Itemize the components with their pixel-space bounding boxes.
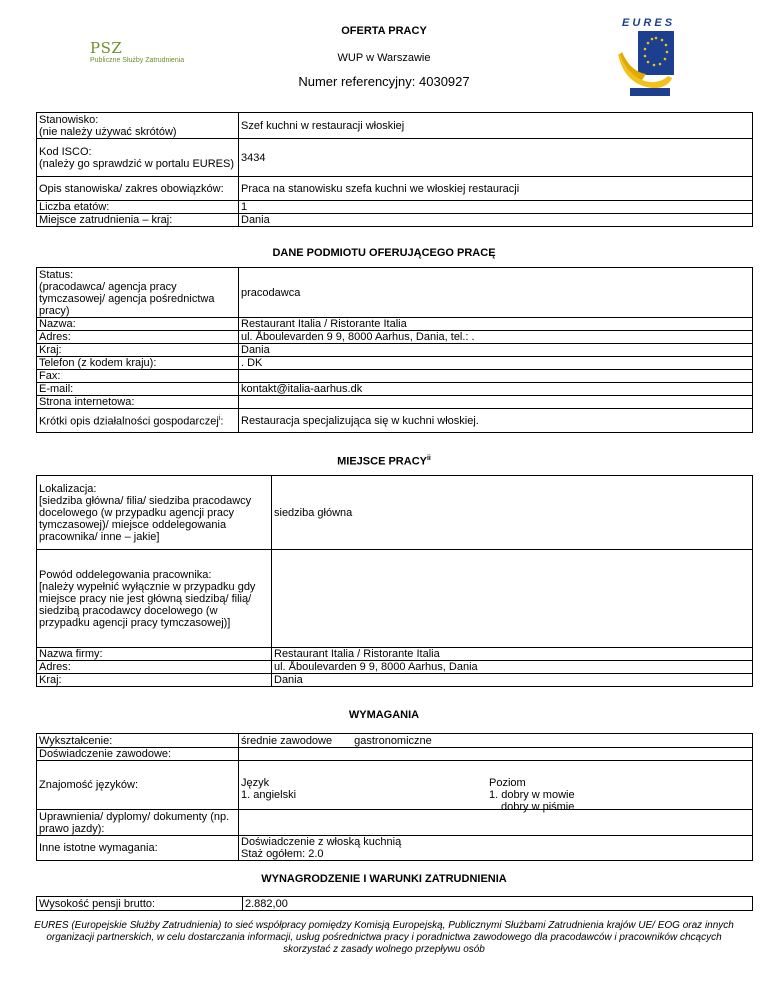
activity-label-colon: :	[220, 415, 224, 428]
eures-logo-text: E U R E S	[621, 17, 673, 29]
psz-logo	[90, 40, 200, 70]
status-value: pracodawca	[239, 268, 753, 318]
languages-value	[239, 761, 753, 813]
employer-fax-label: Fax:	[37, 370, 239, 383]
language-header: Język	[241, 777, 270, 789]
employer-address-value: ul. Åboulevarden 9 9, 8000 Aarhus, Dania, tel.: .	[239, 331, 753, 344]
workplace-company-label: Nazwa firmy:	[37, 648, 272, 661]
workplace-address-label: Adres:	[37, 661, 272, 674]
employer-activity-label	[37, 409, 239, 433]
location-label: Lokalizacja: [siedziba główna/ filia/ siedziba pracodawcy docelowego (w przypadku agencji pracy tymczasowej)/ miejsce oddelegowania pracownika/ inne – jakie]	[37, 476, 272, 550]
employer-phone-value: . DK	[239, 357, 753, 370]
other-requirement-2: Staż ogółem: 2.0	[241, 848, 324, 860]
eures-emblem-icon	[612, 14, 682, 104]
licenses-label: Uprawnienia/ dyplomy/ dokumenty (np. prawo jazdy):	[37, 810, 239, 836]
employer-phone-label: Telefon (z kodem kraju):	[37, 357, 239, 370]
position-value: Szef kuchni w restauracji włoskiej	[239, 113, 753, 139]
experience-label: Doświadczenie zawodowe:	[37, 748, 239, 761]
duties-label: Opis stanowiska/ zakres obowiązków:	[37, 177, 239, 201]
education-label: Wykształcenie:	[37, 734, 239, 748]
offer-title: OFERTA PRACY	[341, 25, 427, 37]
employer-email-label: E-mail:	[37, 383, 239, 396]
level-item-1: 1. dobry w mowie	[489, 789, 575, 801]
education-level: średnie zawodowe	[241, 734, 333, 747]
employer-name-value: Restaurant Italia / Ristorante Italia	[239, 318, 753, 331]
eures-footer-note: EURES (Europejskie Służby Zatrudnienia) to sieć współpracy pomiędzy Komisją Europejską, Publicznymi Służbami Zatrudnienia krajów UE/ EOG oraz innych organizacji partnerskich, w celu dostarczania informacji, usług pośrednictwa pracy i poradnictwa zawodowego dla pracodawców i pracowników chcących skorzystać z zasady wolnego przepływu osób	[34, 920, 734, 955]
employer-fax-value	[239, 370, 753, 383]
licenses-value	[239, 810, 753, 836]
office-name: WUP w Warszawie	[337, 52, 431, 64]
isco-value: 3434	[239, 139, 753, 177]
education-value	[239, 734, 753, 748]
job-table	[36, 112, 753, 227]
requirements-section-title: WYMAGANIA	[348, 709, 420, 721]
workplace-footnote-mark: ii	[426, 455, 431, 462]
country-label: Miejsce zatrudnienia – kraj:	[37, 214, 239, 227]
level-item-2: dobry w piśmie	[501, 801, 575, 813]
psz-logo-subtitle: Publiczne Służby Zatrudnienia	[90, 57, 185, 64]
requirements-table	[36, 733, 753, 861]
workplace-address-value: ul. Åboulevarden 9 9, 8000 Aarhus, Dania	[272, 661, 753, 674]
duties-value: Praca na stanowisku szefa kuchni we włoskiej restauracji	[239, 177, 753, 201]
experience-value	[239, 748, 753, 761]
psz-logo-text: PSZ	[90, 39, 123, 57]
level-header: Poziom	[489, 777, 526, 789]
workplace-country-value: Dania	[272, 674, 753, 687]
employer-country-value: Dania	[239, 344, 753, 357]
salary-table	[36, 896, 753, 911]
employer-table	[36, 267, 753, 433]
other-requirement-1: Doświadczenie z włoską kuchnią	[241, 836, 402, 848]
reference-number: Numer referencyjny: 4030927	[298, 74, 470, 89]
employer-email-value: kontakt@italia-aarhus.dk	[239, 383, 753, 396]
activity-footnote-mark: i	[218, 415, 221, 423]
count-value: 1	[239, 201, 753, 214]
position-label: Stanowisko: (nie należy używać skrótów)	[37, 113, 239, 139]
isco-label: Kod ISCO: (należy go sprawdzić w portalu EURES)	[37, 139, 239, 177]
salary-value: 2.882,00	[243, 897, 753, 911]
employer-www-value	[239, 396, 753, 409]
country-value: Dania	[239, 214, 753, 227]
workplace-table	[36, 475, 753, 687]
languages-label: Znajomość języków:	[37, 761, 239, 810]
salary-label: Wysokość pensji brutto:	[37, 897, 243, 911]
reason-value	[272, 550, 753, 648]
language-column	[241, 777, 481, 801]
other-requirements-value	[239, 836, 753, 861]
status-label: Status: (pracodawca/ agencja pracy tymczasowej/ agencja pośrednictwa pracy)	[37, 268, 239, 318]
employer-name-label: Nazwa:	[37, 318, 239, 331]
employer-section-title: DANE PODMIOTU OFERUJĄCEGO PRACĘ	[272, 247, 496, 259]
workplace-company-value: Restaurant Italia / Ristorante Italia	[272, 648, 753, 661]
workplace-section-title	[0, 455, 768, 468]
level-column	[489, 777, 689, 813]
education-field: gastronomiczne	[354, 734, 432, 747]
activity-label-text: Krótki opis działalności gospodarczej	[39, 415, 219, 428]
employer-address-label: Adres:	[37, 331, 239, 344]
workplace-country-label: Kraj:	[37, 674, 272, 687]
count-label: Liczba etatów:	[37, 201, 239, 214]
employer-activity-value: Restauracja specjalizująca się w kuchni włoskiej.	[239, 409, 753, 433]
other-requirements-label: Inne istotne wymagania:	[37, 836, 239, 861]
eures-logo	[612, 14, 682, 104]
employer-www-label: Strona internetowa:	[37, 396, 239, 409]
language-item: 1. angielski	[241, 789, 297, 801]
reason-label: Powód oddelegowania pracownika: [należy wypełnić wyłącznie w przypadku gdy miejsce pracy nie jest główną siedzibą/ filią/ siedzibą pracodawcy docelowego (w przypadku agencji pracy tymczasowej)]	[37, 550, 272, 648]
employer-country-label: Kraj:	[37, 344, 239, 357]
salary-section-title: WYNAGRODZENIE I WARUNKI ZATRUDNIENIA	[261, 873, 507, 885]
workplace-title-text: MIEJSCE PRACY	[337, 455, 427, 468]
location-value: siedziba główna	[272, 476, 753, 550]
